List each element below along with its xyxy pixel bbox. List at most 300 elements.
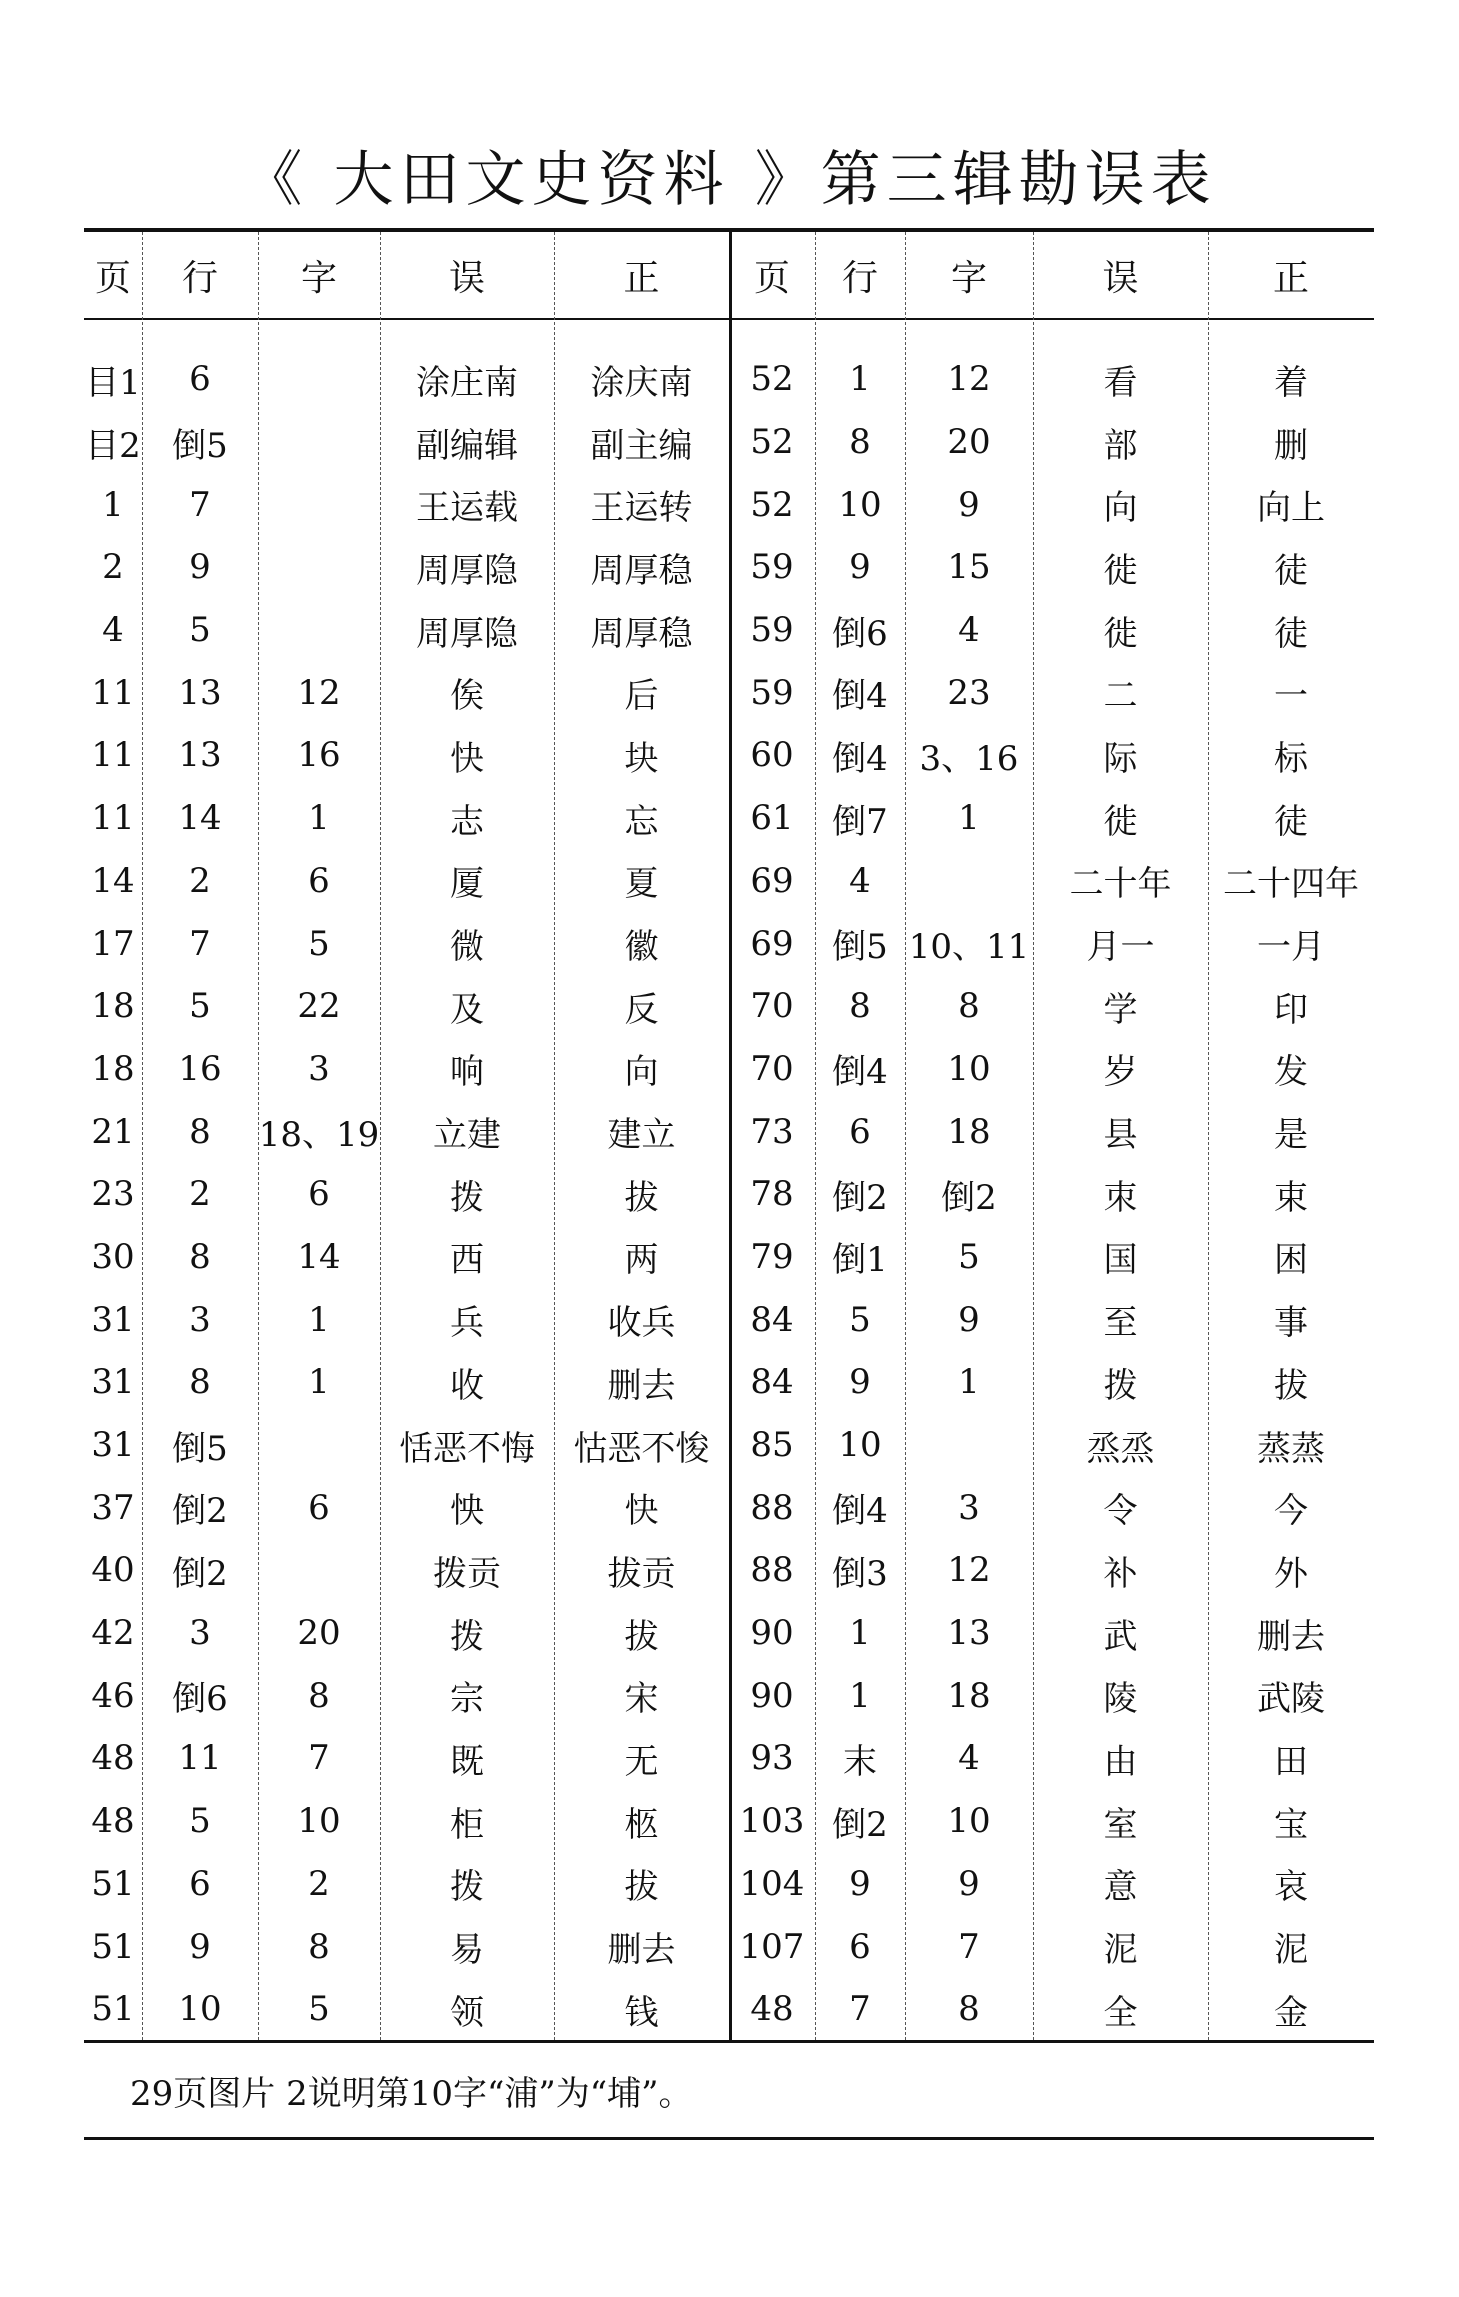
table-cell: 8: [308, 1926, 330, 1967]
table-cell: 拔: [624, 1616, 659, 1657]
table-cell: 周厚隐: [416, 613, 518, 654]
table-row: [84, 1414, 1374, 1477]
table-cell: 18、19: [258, 1115, 380, 1156]
table-cell: 倒7: [832, 801, 888, 842]
table-cell: 倒2: [941, 1177, 997, 1218]
table-cell: 2: [189, 860, 211, 901]
column-header: 正: [1272, 257, 1309, 299]
table-cell: 5: [958, 1236, 980, 1277]
table-cell: 42: [91, 1613, 135, 1654]
table-cell: 倒2: [832, 1177, 888, 1218]
table-cell: 收兵: [607, 1303, 676, 1344]
table-cell: 52: [750, 359, 794, 400]
table-cell: 柜: [450, 1804, 484, 1845]
table-cell: 1: [958, 1362, 980, 1403]
table-cell: 田: [1274, 1741, 1308, 1782]
table-cell: [258, 536, 380, 599]
table-cell: 倒3: [832, 1553, 888, 1594]
table-cell: 周厚稳: [590, 550, 693, 591]
table-cell: 10: [297, 1801, 341, 1842]
table-cell: 怙恶不悛: [573, 1428, 710, 1469]
table-row: [84, 1351, 1374, 1414]
table-row: [84, 1163, 1374, 1226]
table-cell: 倒6: [832, 613, 888, 654]
table-cell: 9: [849, 1863, 871, 1904]
table-cell: 哀: [1274, 1867, 1308, 1908]
table-cell: 3: [958, 1487, 980, 1528]
errata-table: [84, 232, 1374, 2041]
table-cell: [258, 1539, 380, 1602]
table-cell: [258, 473, 380, 536]
table-cell: 国: [1103, 1240, 1138, 1281]
table-cell: 16: [178, 1048, 222, 1089]
table-cell: 20: [947, 422, 991, 463]
page-title: 《 大田文史资料 》第三辑勘误表: [242, 145, 1217, 215]
table-cell: 拨: [1103, 1365, 1138, 1406]
table-cell: [905, 850, 1033, 913]
table-cell: 2: [189, 1174, 211, 1215]
table-cell: 学: [1103, 989, 1138, 1030]
table-cell: 4: [849, 860, 871, 901]
table-cell: 副编辑: [416, 425, 518, 466]
table-cell: 5: [189, 610, 211, 651]
table-cell: 40: [91, 1550, 135, 1591]
table-cell: 1: [849, 359, 871, 400]
table-cell: 倒2: [172, 1491, 228, 1532]
table-row: [84, 1664, 1374, 1727]
table-cell: 倒2: [172, 1553, 228, 1594]
table-cell: 拔: [1274, 1365, 1308, 1406]
table-cell: 标: [1274, 738, 1308, 779]
table-row: [84, 787, 1374, 850]
table-cell: 6: [189, 1863, 211, 1904]
table-cell: 副主编: [590, 425, 693, 466]
table-row: [84, 1602, 1374, 1665]
table-cell: 8: [849, 986, 871, 1027]
table-row: [84, 536, 1374, 599]
table-cell: 1: [102, 484, 124, 525]
table-cell: 夏: [624, 864, 659, 905]
table-cell: 13: [947, 1613, 991, 1654]
table-cell: 51: [91, 1989, 135, 2030]
table-cell: 52: [750, 484, 794, 525]
table-cell: 收: [450, 1365, 484, 1406]
table-cell: 二十年: [1069, 864, 1172, 905]
table-cell: 9: [958, 1863, 980, 1904]
table-cell: 7: [189, 923, 211, 964]
table-cell: 倒4: [832, 1052, 888, 1093]
table-cell: 西: [450, 1240, 484, 1281]
table-cell: 5: [189, 986, 211, 1027]
table-cell: 金: [1274, 1992, 1308, 2033]
header-row: [84, 232, 1374, 318]
table-cell: 怏: [450, 1491, 484, 1532]
table-cell: 13: [178, 672, 222, 713]
table-cell: 着: [1274, 362, 1308, 403]
table-row: [84, 1539, 1374, 1602]
table-cell: 易: [450, 1930, 484, 1971]
table-cell: 至: [1103, 1303, 1138, 1344]
table-cell: 79: [750, 1236, 794, 1277]
table-cell: 倒4: [832, 738, 888, 779]
table-cell: 14: [91, 860, 135, 901]
table-cell: 8: [958, 1989, 980, 2030]
table-cell: 徒: [1274, 613, 1308, 654]
table-row: [84, 1853, 1374, 1916]
table-cell: 拨: [450, 1867, 484, 1908]
table-cell: 倒5: [172, 425, 228, 466]
table-cell: 6: [308, 860, 330, 901]
table-cell: 令: [1103, 1491, 1138, 1532]
table-row: [84, 1288, 1374, 1351]
table-cell: 85: [750, 1425, 794, 1466]
table-row: [84, 1978, 1374, 2041]
table-cell: 9: [189, 1926, 211, 1967]
table-cell: 9: [189, 547, 211, 588]
table-cell: 8: [189, 1111, 211, 1152]
table-cell: 3: [189, 1613, 211, 1654]
table-cell: 18: [91, 1048, 135, 1089]
table-cell: 外: [1274, 1553, 1308, 1594]
table-cell: 拔: [624, 1867, 659, 1908]
table-cell: 印: [1274, 989, 1308, 1030]
table-cell: 7: [849, 1989, 871, 2030]
table-row: [84, 318, 1374, 411]
table-cell: 16: [297, 735, 341, 776]
table-cell: 厦: [450, 864, 484, 905]
table-cell: 末: [843, 1741, 877, 1782]
table-cell: 两: [624, 1240, 659, 1281]
column-header: 行: [841, 257, 878, 299]
table-cell: 37: [91, 1487, 135, 1528]
bottom-rule: [84, 2040, 1374, 2043]
table-cell: 1: [958, 798, 980, 839]
table-cell: 12: [947, 1550, 991, 1591]
table-cell: 9: [958, 1299, 980, 1340]
column-header: 字: [950, 257, 987, 299]
table-cell: 11: [178, 1738, 222, 1779]
table-cell: 部: [1103, 425, 1138, 466]
table-cell: 1: [308, 1299, 330, 1340]
table-cell: 快: [624, 1491, 659, 1532]
table-cell: 23: [947, 672, 991, 713]
table-row: [84, 1038, 1374, 1101]
table-cell: 11: [91, 798, 135, 839]
table-cell: 18: [947, 1675, 991, 1716]
table-cell: 删去: [1257, 1616, 1325, 1657]
table-cell: 30: [91, 1236, 135, 1277]
table-cell: 10: [178, 1989, 222, 2030]
table-cell: 泥: [1103, 1930, 1138, 1971]
table-cell: 困: [1274, 1240, 1308, 1281]
table-cell: 钱: [624, 1992, 659, 2033]
table-cell: 县: [1103, 1115, 1138, 1156]
table-cell: 5: [189, 1801, 211, 1842]
table-cell: 73: [750, 1111, 794, 1152]
table-cell: 删: [1274, 425, 1308, 466]
table-cell: 周厚隐: [416, 550, 518, 591]
table-row: [84, 1915, 1374, 1978]
table-cell: 4: [958, 610, 980, 651]
table-row: [84, 473, 1374, 536]
table-cell: 快: [450, 738, 484, 779]
table-cell: 向上: [1257, 488, 1325, 529]
table-cell: 倒5: [172, 1428, 228, 1469]
column-header: 页: [753, 257, 790, 299]
footnote: 29页图片 2说明第10字“浦”为“埔”。: [130, 2074, 693, 2114]
table-cell: 1: [849, 1613, 871, 1654]
table-cell: 周厚稳: [590, 613, 693, 654]
column-header: 误: [1102, 257, 1139, 299]
table-cell: 拨贡: [433, 1553, 501, 1594]
table-cell: 后: [624, 676, 659, 717]
table-cell: 10: [947, 1801, 991, 1842]
table-cell: 倒5: [832, 927, 888, 968]
table-cell: 6: [189, 359, 211, 400]
table-cell: 陵: [1103, 1679, 1138, 1720]
table-cell: 104: [739, 1863, 805, 1904]
table-cell: 是: [1274, 1115, 1308, 1156]
table-cell: 31: [91, 1425, 135, 1466]
table-row: [84, 724, 1374, 787]
table-cell: 13: [178, 735, 222, 776]
table-row: [84, 661, 1374, 724]
table-cell: 103: [739, 1801, 805, 1842]
table-cell: 徒: [1274, 801, 1308, 842]
table-cell: 徙: [1103, 801, 1138, 842]
table-cell: 全: [1103, 1992, 1138, 2033]
table-cell: 意: [1103, 1867, 1138, 1908]
table-cell: 69: [750, 860, 794, 901]
table-cell: 块: [624, 738, 659, 779]
table-row: [84, 850, 1374, 913]
table-cell: 8: [189, 1362, 211, 1403]
table-cell: 31: [91, 1362, 135, 1403]
table-cell: 60: [750, 735, 794, 776]
table-cell: 9: [958, 484, 980, 525]
column-header: 误: [448, 257, 485, 299]
table-cell: 建立: [607, 1115, 676, 1156]
table-cell: 朿: [1103, 1177, 1138, 1218]
table-cell: 90: [750, 1675, 794, 1716]
table-cell: 蒸蒸: [1257, 1428, 1325, 1469]
table-cell: 宋: [624, 1679, 659, 1720]
table-cell: 泥: [1274, 1930, 1308, 1971]
table-cell: 王运转: [590, 488, 693, 529]
column-header: 页: [94, 257, 131, 299]
table-cell: 5: [849, 1299, 871, 1340]
table-cell: 46: [91, 1675, 135, 1716]
table-cell: 响: [450, 1052, 484, 1093]
table-cell: 4: [102, 610, 124, 651]
table-cell: 10: [838, 484, 882, 525]
table-cell: 1: [308, 1362, 330, 1403]
table-cell: 恬恶不悔: [399, 1428, 535, 1469]
table-cell: 倒4: [832, 676, 888, 717]
table-cell: 涂庄南: [416, 362, 518, 403]
table-cell: 2: [308, 1863, 330, 1904]
table-cell: 目2: [85, 425, 141, 466]
table-cell: 7: [958, 1926, 980, 1967]
table-cell: 领: [450, 1992, 484, 2033]
table-cell: 3、16: [919, 738, 1019, 779]
table-cell: 48: [91, 1801, 135, 1842]
table-cell: 3: [308, 1048, 330, 1089]
table-cell: 束: [1274, 1177, 1308, 1218]
table-cell: 徙: [1103, 613, 1138, 654]
table-cell: 8: [849, 422, 871, 463]
table-cell: 18: [91, 986, 135, 1027]
table-cell: 涂庆南: [590, 362, 693, 403]
table-cell: 59: [750, 610, 794, 651]
table-row: [84, 1727, 1374, 1790]
table-cell: 看: [1103, 362, 1138, 403]
table-cell: 70: [750, 986, 794, 1027]
table-cell: 17: [91, 923, 135, 964]
table-cell: 8: [189, 1236, 211, 1277]
table-cell: 烝烝: [1086, 1428, 1155, 1469]
table-row: [84, 1100, 1374, 1163]
table-cell: [905, 1414, 1033, 1477]
table-cell: 51: [91, 1863, 135, 1904]
table-cell: 兵: [450, 1303, 484, 1344]
table-cell: 7: [308, 1738, 330, 1779]
table-cell: 78: [750, 1174, 794, 1215]
table-cell: 二: [1103, 676, 1138, 717]
table-cell: 向: [1103, 488, 1138, 529]
table-cell: 志: [450, 801, 484, 842]
table-cell: 3: [189, 1299, 211, 1340]
table-cell: 18: [947, 1111, 991, 1152]
table-cell: 拔贡: [607, 1553, 676, 1594]
table-cell: 88: [750, 1550, 794, 1591]
table-cell: 10、11: [908, 927, 1030, 968]
table-cell: 84: [750, 1362, 794, 1403]
table-cell: 90: [750, 1613, 794, 1654]
table-row: [84, 1790, 1374, 1853]
table-cell: 5: [308, 1989, 330, 2030]
table-cell: 14: [297, 1236, 341, 1277]
table-row: [84, 411, 1374, 474]
table-row: [84, 599, 1374, 662]
table-cell: 2: [102, 547, 124, 588]
table-cell: 微: [450, 927, 484, 968]
table-cell: 立建: [433, 1115, 501, 1156]
table-cell: 93: [750, 1738, 794, 1779]
table-row: [84, 975, 1374, 1038]
table-cell: 107: [739, 1926, 805, 1967]
table-cell: 7: [189, 484, 211, 525]
table-cell: 事: [1274, 1303, 1308, 1344]
table-cell: 既: [450, 1741, 484, 1782]
table-cell: 俟: [450, 676, 484, 717]
table-cell: 12: [947, 359, 991, 400]
table-cell: 23: [91, 1174, 135, 1215]
table-cell: 武: [1103, 1616, 1138, 1657]
column-header: 正: [623, 257, 660, 299]
table-cell: 1: [849, 1675, 871, 1716]
table-cell: 48: [750, 1989, 794, 2030]
table-cell: 二十四年: [1223, 864, 1359, 905]
table-cell: [258, 1414, 380, 1477]
end-rule: [84, 2137, 1374, 2140]
table-cell: 6: [849, 1926, 871, 1967]
table-cell: 倒1: [832, 1240, 888, 1281]
table-cell: 4: [958, 1738, 980, 1779]
table-cell: 室: [1103, 1804, 1138, 1845]
table-cell: 51: [91, 1926, 135, 1967]
table-cell: 今: [1274, 1491, 1308, 1532]
table-cell: 10: [838, 1425, 882, 1466]
column-header: 字: [300, 257, 337, 299]
table-cell: 9: [849, 1362, 871, 1403]
table-body: [84, 318, 1374, 2041]
table-cell: 31: [91, 1299, 135, 1340]
table-cell: 一: [1274, 676, 1308, 717]
table-cell: 21: [91, 1111, 135, 1152]
table-cell: 61: [750, 798, 794, 839]
table-cell: 拨: [450, 1177, 484, 1218]
table-cell: 6: [308, 1174, 330, 1215]
table-cell: 补: [1103, 1553, 1138, 1594]
table-cell: 宝: [1274, 1804, 1308, 1845]
table-cell: 1: [308, 798, 330, 839]
table-cell: 84: [750, 1299, 794, 1340]
table-cell: 及: [450, 989, 484, 1030]
table-cell: 徽: [624, 927, 659, 968]
table-cell: 52: [750, 422, 794, 463]
table-cell: [258, 599, 380, 662]
table-cell: 删去: [607, 1365, 676, 1406]
table-cell: 12: [297, 672, 341, 713]
table-cell: 70: [750, 1048, 794, 1089]
table-cell: 徙: [1103, 550, 1138, 591]
table-cell: 15: [947, 547, 991, 588]
table-cell: 岁: [1103, 1052, 1138, 1093]
table-cell: 8: [308, 1675, 330, 1716]
table-cell: 武陵: [1257, 1679, 1325, 1720]
table-cell: 14: [178, 798, 222, 839]
table-cell: 无: [624, 1741, 659, 1782]
table-cell: 6: [849, 1111, 871, 1152]
table-cell: 9: [849, 547, 871, 588]
table-cell: 11: [91, 672, 135, 713]
table-cell: 发: [1274, 1052, 1308, 1093]
table-cell: 69: [750, 923, 794, 964]
table-cell: [258, 318, 380, 411]
table-cell: 20: [297, 1613, 341, 1654]
table-cell: 王运载: [416, 488, 518, 529]
table-cell: 拔: [624, 1177, 659, 1218]
table-cell: 一月: [1257, 927, 1325, 968]
table-cell: 59: [750, 672, 794, 713]
table-cell: 拨: [450, 1616, 484, 1657]
table-cell: 倒2: [832, 1804, 888, 1845]
table-cell: 6: [308, 1487, 330, 1528]
table-cell: 向: [624, 1052, 659, 1093]
table-cell: 目1: [85, 362, 141, 403]
table-cell: 48: [91, 1738, 135, 1779]
table-cell: 徒: [1274, 550, 1308, 591]
table-cell: 反: [624, 989, 659, 1030]
table-row: [84, 912, 1374, 975]
table-cell: 8: [958, 986, 980, 1027]
column-header: 行: [181, 257, 218, 299]
table-cell: 由: [1103, 1741, 1138, 1782]
table-cell: 忘: [624, 801, 659, 842]
table-cell: 删去: [607, 1930, 676, 1971]
table-cell: 5: [308, 923, 330, 964]
